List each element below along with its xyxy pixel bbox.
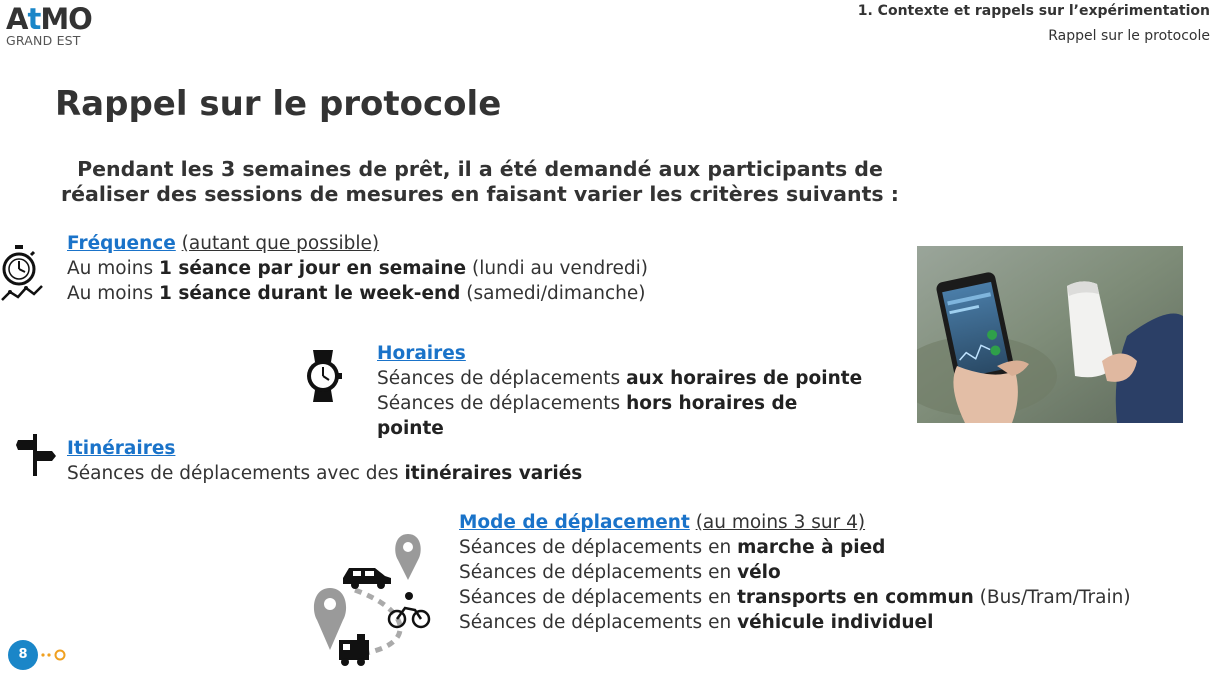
frequence-line-1: Au moins 1 séance par jour en semaine (lundi au vendredi) <box>67 258 648 279</box>
mode-block <box>459 510 1131 635</box>
list-item: Séances de déplacements en marche à pied <box>459 537 886 558</box>
frequence-heading: Fréquence <box>67 233 176 254</box>
photo-phone-and-sensor <box>917 246 1183 423</box>
frequence-note: (autant que possible) <box>181 233 380 254</box>
stopwatch-icon <box>0 244 46 304</box>
horaires-heading: Horaires <box>377 343 466 364</box>
list-item: Séances de déplacements en vélo <box>459 562 781 583</box>
itineraires-line-1: Séances de déplacements avec des itinéraires variés <box>67 463 583 484</box>
horaires-block <box>377 341 877 441</box>
section-title: 1. Contexte et rappels sur l’expérimentation <box>857 3 1210 19</box>
horaires-line-1: Séances de déplacements aux horaires de pointe <box>377 368 863 389</box>
logo-brand: AtMO <box>6 2 92 36</box>
frequence-block <box>67 231 648 306</box>
intro-line-1: Pendant les 3 semaines de prêt, il a été demandé aux participants de <box>77 157 883 181</box>
transport-modes-icon <box>305 530 445 670</box>
intro-text <box>40 157 920 207</box>
horaires-line-2: Séances de déplacements hors horaires de pointe <box>377 393 798 439</box>
list-item: Séances de déplacements en véhicule individuel <box>459 612 934 633</box>
signpost-icon <box>16 434 56 476</box>
logo-subtitle: GRAND EST <box>6 33 81 48</box>
list-item: Séances de déplacements en transports en commun (Bus/Tram/Train) <box>459 587 1131 608</box>
mode-note: (au moins 3 sur 4) <box>695 512 866 533</box>
subsection-title: Rappel sur le protocole <box>1048 28 1210 44</box>
itineraires-heading: Itinéraires <box>67 438 176 459</box>
page-dots-decoration <box>40 648 70 662</box>
itineraires-block <box>67 436 582 486</box>
atmo-logo <box>6 4 106 64</box>
intro-line-2: réaliser des sessions de mesures en faisant varier les critères suivants : <box>61 182 899 206</box>
page-title: Rappel sur le protocole <box>55 84 502 124</box>
mode-heading: Mode de déplacement <box>459 512 690 533</box>
frequence-line-2: Au moins 1 séance durant le week-end (samedi/dimanche) <box>67 283 646 304</box>
page-number: 8 <box>8 640 38 670</box>
watch-icon <box>303 348 343 404</box>
